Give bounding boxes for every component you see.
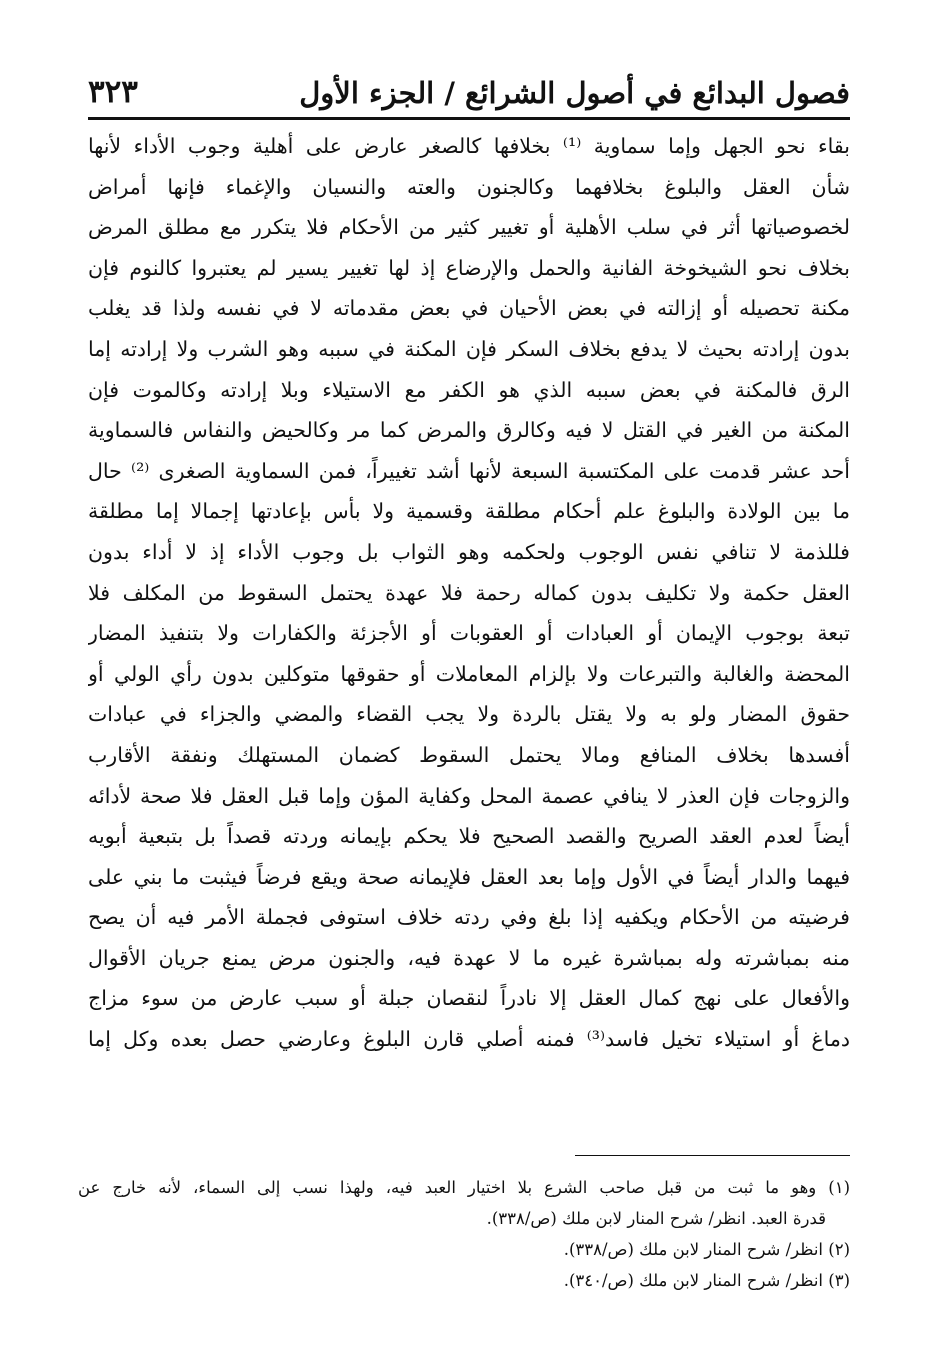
text-line: والزوجات فإن العذر لا ينافي عصمة المحل وكفاية المؤن وإما قبل العقل فلا صحة لأدائه	[88, 783, 850, 808]
text-line: الرق فالمكنة في بعض سببه الذي هو الكفر مع الاستيلاء وبلا إرادته وكالموت فإن	[88, 377, 850, 402]
text-line: ما بين الولادة والبلوغ علم أحكام مطلقة وقسمية ولا بأس بإعادتها إجمالا إما مطلقة	[88, 499, 850, 524]
text-line: بخلاف نحو الشيخوخة الفانية والحمل والإرضاع إذ لها تغيير يسير لم يعتبروا كالنوم فإن	[88, 255, 850, 280]
text-line: المحضة والغالبة والتبرعات ولا بإلزام المعاملات أو حقوقها متوكلين بدون رأي الولي أو	[88, 661, 850, 686]
text-line: دماغ أو استيلاء تخيل فاسد⁽³⁾ فمنه أصلي قارن البلوغ وعارضي حصل بعده وكل إما	[88, 1027, 850, 1052]
text-line: فيهما والدار أيضاً في الأول وإما بعد العقل فلإيمانه صحة ويقع فرضاً فيثبت ما بني على	[88, 864, 850, 889]
text-line: أحد عشر قدمت على المكتسبة السبعة لأنها أشد تغييراً، فمن السماوية الصغرى ⁽²⁾ حال	[88, 458, 850, 483]
text-line: حقوق المضار ولو به ولا يقتل بالردة ولا يجب القضاء والمضي والجزاء في عبادات	[88, 702, 850, 727]
text-line: لخصوصياتها أثر في سلب الأهلية أو تغيير كثير من الأحكام فلا يتكرر مع مطلق المرض	[88, 215, 850, 240]
text-line: بدون إرادته بحيث لا يدفع بخلاف السكر فإن المكنة في سببه وهو الشرب ولا إرادته إما	[88, 336, 850, 361]
footnote-3: (٣) انظر/ شرح المنار لابن ملك (ص/٣٤٠).	[563, 1271, 850, 1290]
text-line: المكنة من الغير في القتل لا فيه وكالرق والمرض كما مر وكالحيض والنفاس فالسماوية	[88, 418, 850, 443]
header-rule	[88, 117, 850, 120]
text-line: تبعة بوجوب الإيمان أو العبادات أو العقوبات أو الأجزئة والكفارات ولا بتنفيذ المضار	[88, 621, 850, 646]
running-header	[88, 66, 850, 108]
text-line: والأفعال على نهج كمال العقل إلا نادراً لنقصان جبلة أو سبب عارض من سوء مزاج	[88, 986, 850, 1011]
text-line: أفسدها بخلاف المنافع ومالا يحتمل السقوط كضمان المستهلك ونفقة الأقارب	[88, 742, 850, 767]
text-line: فللذمة لا تنافي نفس الوجوب ولحكمه وهو الثواب بل وجوب الأداء إذ لا أداء بدون	[88, 539, 850, 564]
footnote-2: (٢) انظر/ شرح المنار لابن ملك (ص/٣٣٨).	[563, 1240, 850, 1259]
text-line: بقاء نحو الجهل وإما سماوية ⁽¹⁾ بخلافها كالصغر عارض على أهلية وجوب الأداء لأنها	[88, 134, 850, 158]
footnotes	[78, 1172, 850, 1296]
text-line: شأن العقل والبلوغ بخلافهما وكالجنون والعته والنسيان والإغماء فإنها أمراض	[88, 174, 850, 199]
footnote-1: (١) وهو ما ثبت من قبل صاحب الشرع بلا اختيار العبد فيه، ولهذا نسب إلى السماء، لأنه خارج عن	[78, 1178, 850, 1197]
text-line: مكنة تحصيله أو إزالته في بعض الأحيان في بعض مقدماته لا في نفسه ولذا قد يغلب	[88, 296, 850, 321]
running-title: فصول البدائع في أصول الشرائع / الجزء الأول	[299, 76, 850, 110]
text-line: العقل حكمة ولا تكليف بدون كماله رحمة فلا عهدة يحتمل السقوط من المكلف فلا	[88, 580, 850, 605]
text-line: أيضاً لعدم العقد الصريح والقصد الصحيح فلا يحكم بإيمانه وردته قصداً بل بتبعية أبويه	[88, 824, 850, 849]
main-text	[88, 126, 850, 1060]
page-number: ٣٢٣	[88, 74, 138, 110]
text-line: منه بمباشرته وله بمباشرة غيره ما لا عهدة فيه، والجنون مرض يمنع جريان الأقوال	[88, 945, 850, 970]
footnote-1-continuation: قدرة العبد. انظر/ شرح المنار لابن ملك (ص/٣٣٨).	[486, 1209, 826, 1228]
text-line: فرضيته من الأحكام ويكفيه إذا بلغ وفي ردته خلاف استوفى فجملة الأمر فيه أن يصح	[88, 905, 850, 930]
footnote-separator	[575, 1155, 850, 1156]
